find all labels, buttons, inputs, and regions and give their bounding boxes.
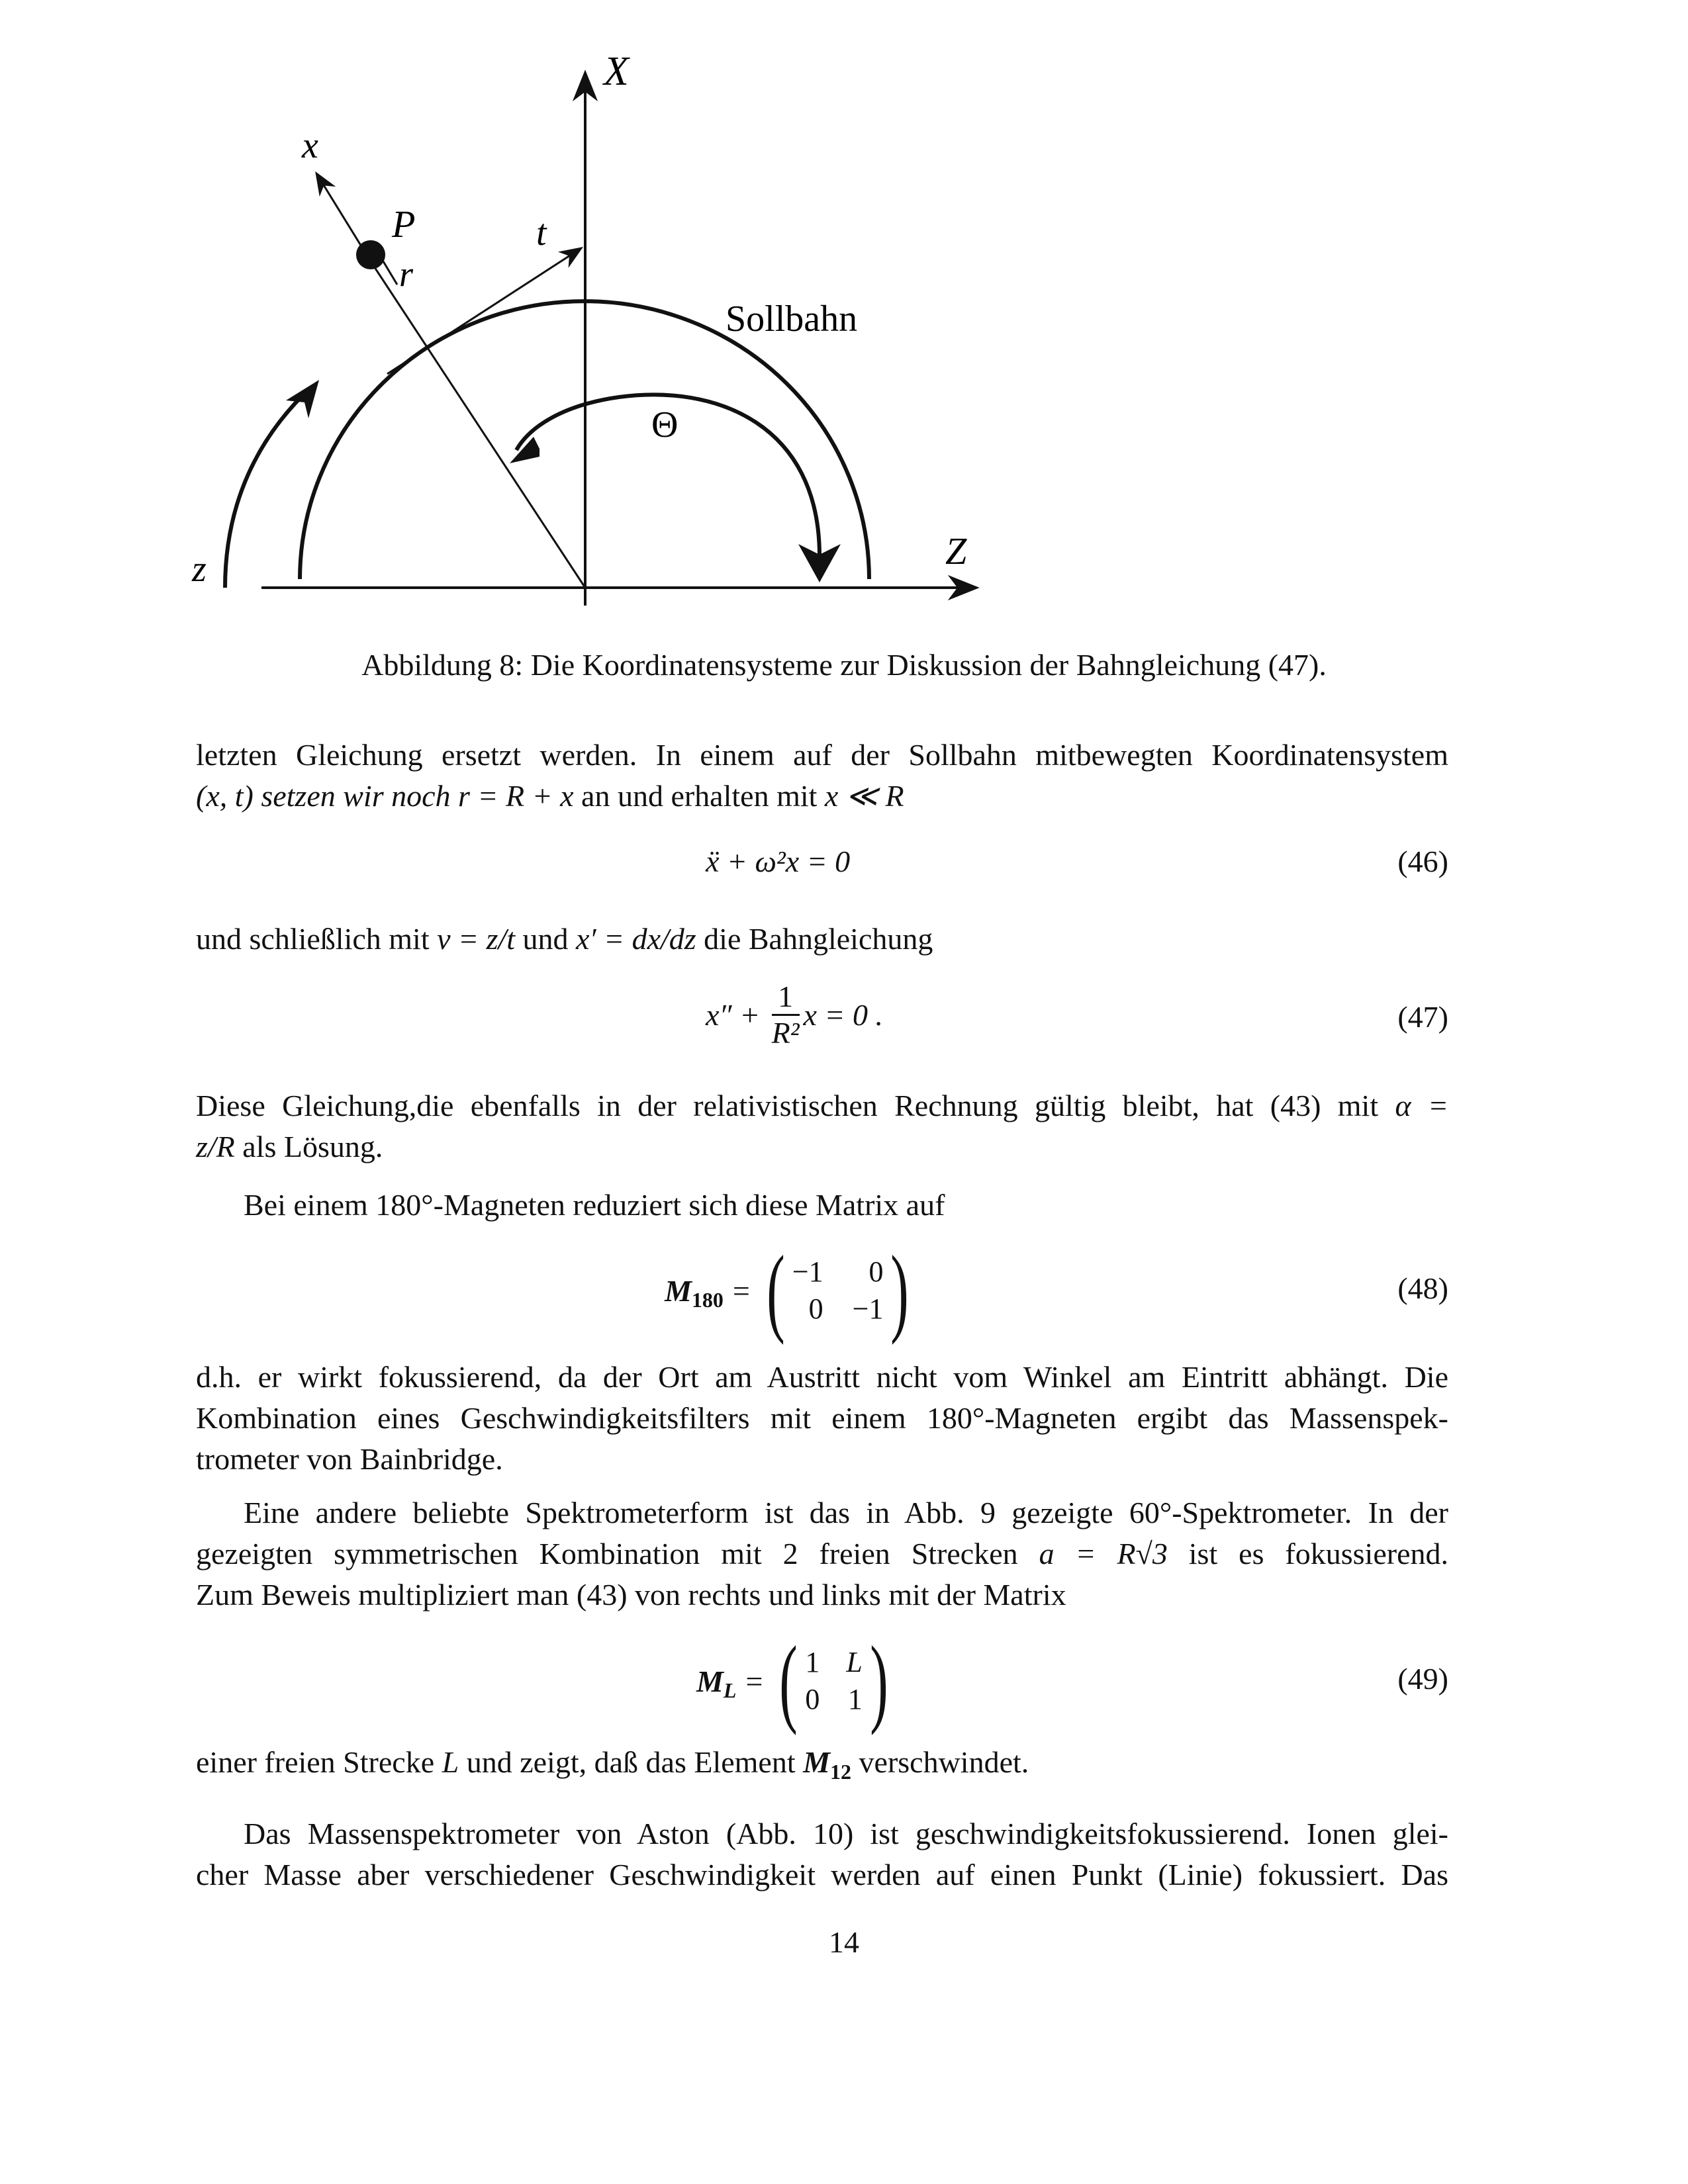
paragraph-6	[196, 1492, 1448, 1615]
equation-47-number: (47)	[1397, 1000, 1448, 1034]
eq49-cell-11: 1	[805, 1646, 820, 1678]
p2-math-xprime: x′ = dx/dz	[576, 922, 696, 956]
eq49-left-paren: (	[779, 1626, 798, 1736]
equation-46-body: ẍ + ω²x = 0	[706, 844, 851, 878]
p7-post: verschwindet.	[851, 1745, 1029, 1779]
equation-49-body	[696, 1626, 896, 1736]
equation-49-number: (49)	[1397, 1662, 1448, 1696]
label-x: x	[302, 125, 318, 166]
p7-symbol-M: M	[803, 1745, 831, 1779]
p2-post: die Bahngleichung	[696, 922, 933, 956]
page-number: 14	[829, 1925, 859, 1959]
paragraph-7	[196, 1742, 1448, 1786]
label-z: z	[192, 549, 207, 590]
p3-math-zr: z/R	[196, 1130, 235, 1163]
label-theta: Θ	[651, 404, 679, 445]
equation-48-number: (48)	[1397, 1271, 1448, 1305]
coordinate-systems-figure	[0, 0, 1688, 635]
p7-math-L: L	[442, 1745, 459, 1779]
p7-subscript: 12	[830, 1760, 852, 1784]
paragraph-8-line-2: cher Masse aber verschiedener Geschwindigkeit werden auf einen Punkt (Linie) fokussiert. Das	[196, 1858, 1448, 1891]
p2-mid: und	[515, 922, 577, 956]
eq49-cell-22: 1	[847, 1683, 863, 1715]
eq47-post: x = 0 .	[803, 998, 883, 1032]
equation-48-body	[665, 1236, 916, 1345]
equation-46	[196, 844, 1448, 885]
label-t: t	[536, 212, 547, 253]
p2-pre: und schließlich mit	[196, 922, 438, 956]
p2-math-v: v = z/t	[437, 922, 516, 956]
eq49-symbol: M	[696, 1664, 724, 1698]
eq49-equals: =	[745, 1664, 763, 1698]
paragraph-5-line-2: Kombination eines Geschwindigkeitsfilters mit einem 180°-Magneten ergibt das Massenspek-	[196, 1401, 1448, 1435]
eq49-right-paren: )	[870, 1626, 888, 1736]
label-sollbahn: Sollbahn	[726, 298, 858, 340]
eq49-cell-21: 0	[805, 1683, 820, 1715]
figure-caption: Abbildung 8: Die Koordinatensysteme zur Diskussion der Bahngleichung (47).	[361, 648, 1327, 682]
p6-math-a: a = R√3	[1039, 1537, 1168, 1570]
p1-line2-pre: (x, t) setzen wir noch	[196, 779, 459, 813]
p3-line2-post: als Lösung.	[234, 1130, 383, 1163]
equation-46-number: (46)	[1397, 844, 1448, 878]
paragraph-1-line-2	[196, 776, 1448, 817]
point-p	[356, 240, 385, 269]
paragraph-8-line-1: Das Massenspektrometer von Aston (Abb. 10) ist geschwindigkeitsfokussierend. Ionen glei-	[244, 1817, 1448, 1850]
equation-47-body	[706, 979, 883, 1050]
paragraph-5-line-1: d.h. er wirkt fokussierend, da der Ort am Austritt nicht vom Winkel am Eintritt abhängt. Die	[196, 1360, 1448, 1394]
p7-mid: und zeigt, daß das Element	[459, 1745, 804, 1779]
eq47-pre: x″ +	[706, 998, 768, 1032]
p1-math-x-ll-r: x ≪ R	[824, 779, 904, 813]
label-r: r	[399, 254, 414, 294]
p1-math-r: r = R + x	[458, 779, 574, 813]
radial-line	[371, 261, 585, 588]
p6-line2-post: ist es fokussierend.	[1167, 1537, 1448, 1570]
paragraph-5	[196, 1357, 1448, 1480]
paragraph-4: Bei einem 180°-Magneten reduziert sich diese Matrix auf	[244, 1188, 945, 1222]
eq49-cell-12: L	[846, 1646, 863, 1678]
eq48-cell-21: 0	[808, 1293, 823, 1325]
paragraph-8	[196, 1813, 1448, 1895]
eq48-cell-22: −1	[852, 1293, 884, 1325]
paragraph-5-line-3: trometer von Bainbridge.	[196, 1442, 503, 1476]
z-arrow-head	[286, 380, 319, 418]
eq47-frac-den: R²	[771, 1016, 800, 1050]
eq48-right-paren: )	[890, 1236, 910, 1345]
paragraph-1-line-1: letzten Gleichung ersetzt werden. In einem auf der Sollbahn mitbewegten Koordinatensystem	[196, 738, 1448, 772]
equation-47	[196, 979, 1448, 1066]
paragraph-3	[196, 1085, 1448, 1167]
p3-math-alpha: α =	[1395, 1089, 1448, 1122]
eq47-frac-num: 1	[772, 979, 800, 1016]
eq48-cell-11: −1	[792, 1255, 823, 1288]
eq49-subscript: L	[723, 1678, 737, 1702]
label-X: X	[604, 49, 629, 94]
paragraph-3-line-2	[196, 1126, 1448, 1167]
label-Z: Z	[945, 529, 967, 572]
equation-48	[196, 1236, 1448, 1345]
eq48-left-paren: (	[767, 1236, 785, 1345]
paragraph-6-line-3: Zum Beweis multipliziert man (43) von rechts und links mit der Matrix	[196, 1578, 1066, 1612]
paragraph-3-line-1	[196, 1085, 1448, 1126]
paragraph-6-line-2	[196, 1533, 1448, 1574]
eq48-matrix	[759, 1236, 917, 1345]
eq48-cell-12: 0	[868, 1255, 884, 1288]
eq48-subscript: 180	[691, 1287, 724, 1312]
paragraph-1	[196, 735, 1448, 817]
paragraph-2	[196, 919, 1448, 960]
eq48-symbol: M	[665, 1273, 692, 1308]
equation-49	[196, 1626, 1448, 1736]
eq49-matrix	[772, 1626, 895, 1736]
p6-line2-pre: gezeigten symmetrischen Kombination mit 2 freien Strecken	[196, 1537, 1039, 1570]
p3-line1-pre: Diese Gleichung,die ebenfalls in der relativistischen Rechnung gültig bleibt, hat (43) mit	[196, 1089, 1395, 1122]
z-direction-arc	[225, 387, 311, 588]
label-P: P	[392, 203, 416, 246]
eq48-matrix-cells	[792, 1255, 884, 1326]
eq49-matrix-cells	[805, 1645, 862, 1717]
tangent-t-axis	[387, 248, 581, 374]
p1-line2-mid: an und erhalten mit	[573, 779, 825, 813]
eq48-equals: =	[732, 1273, 750, 1308]
paragraph-6-line-1: Eine andere beliebte Spektrometerform ist das in Abb. 9 gezeigte 60°-Spektrometer. In der	[244, 1496, 1448, 1529]
p7-pre: einer freien Strecke	[196, 1745, 442, 1779]
eq47-fraction	[772, 979, 800, 1050]
